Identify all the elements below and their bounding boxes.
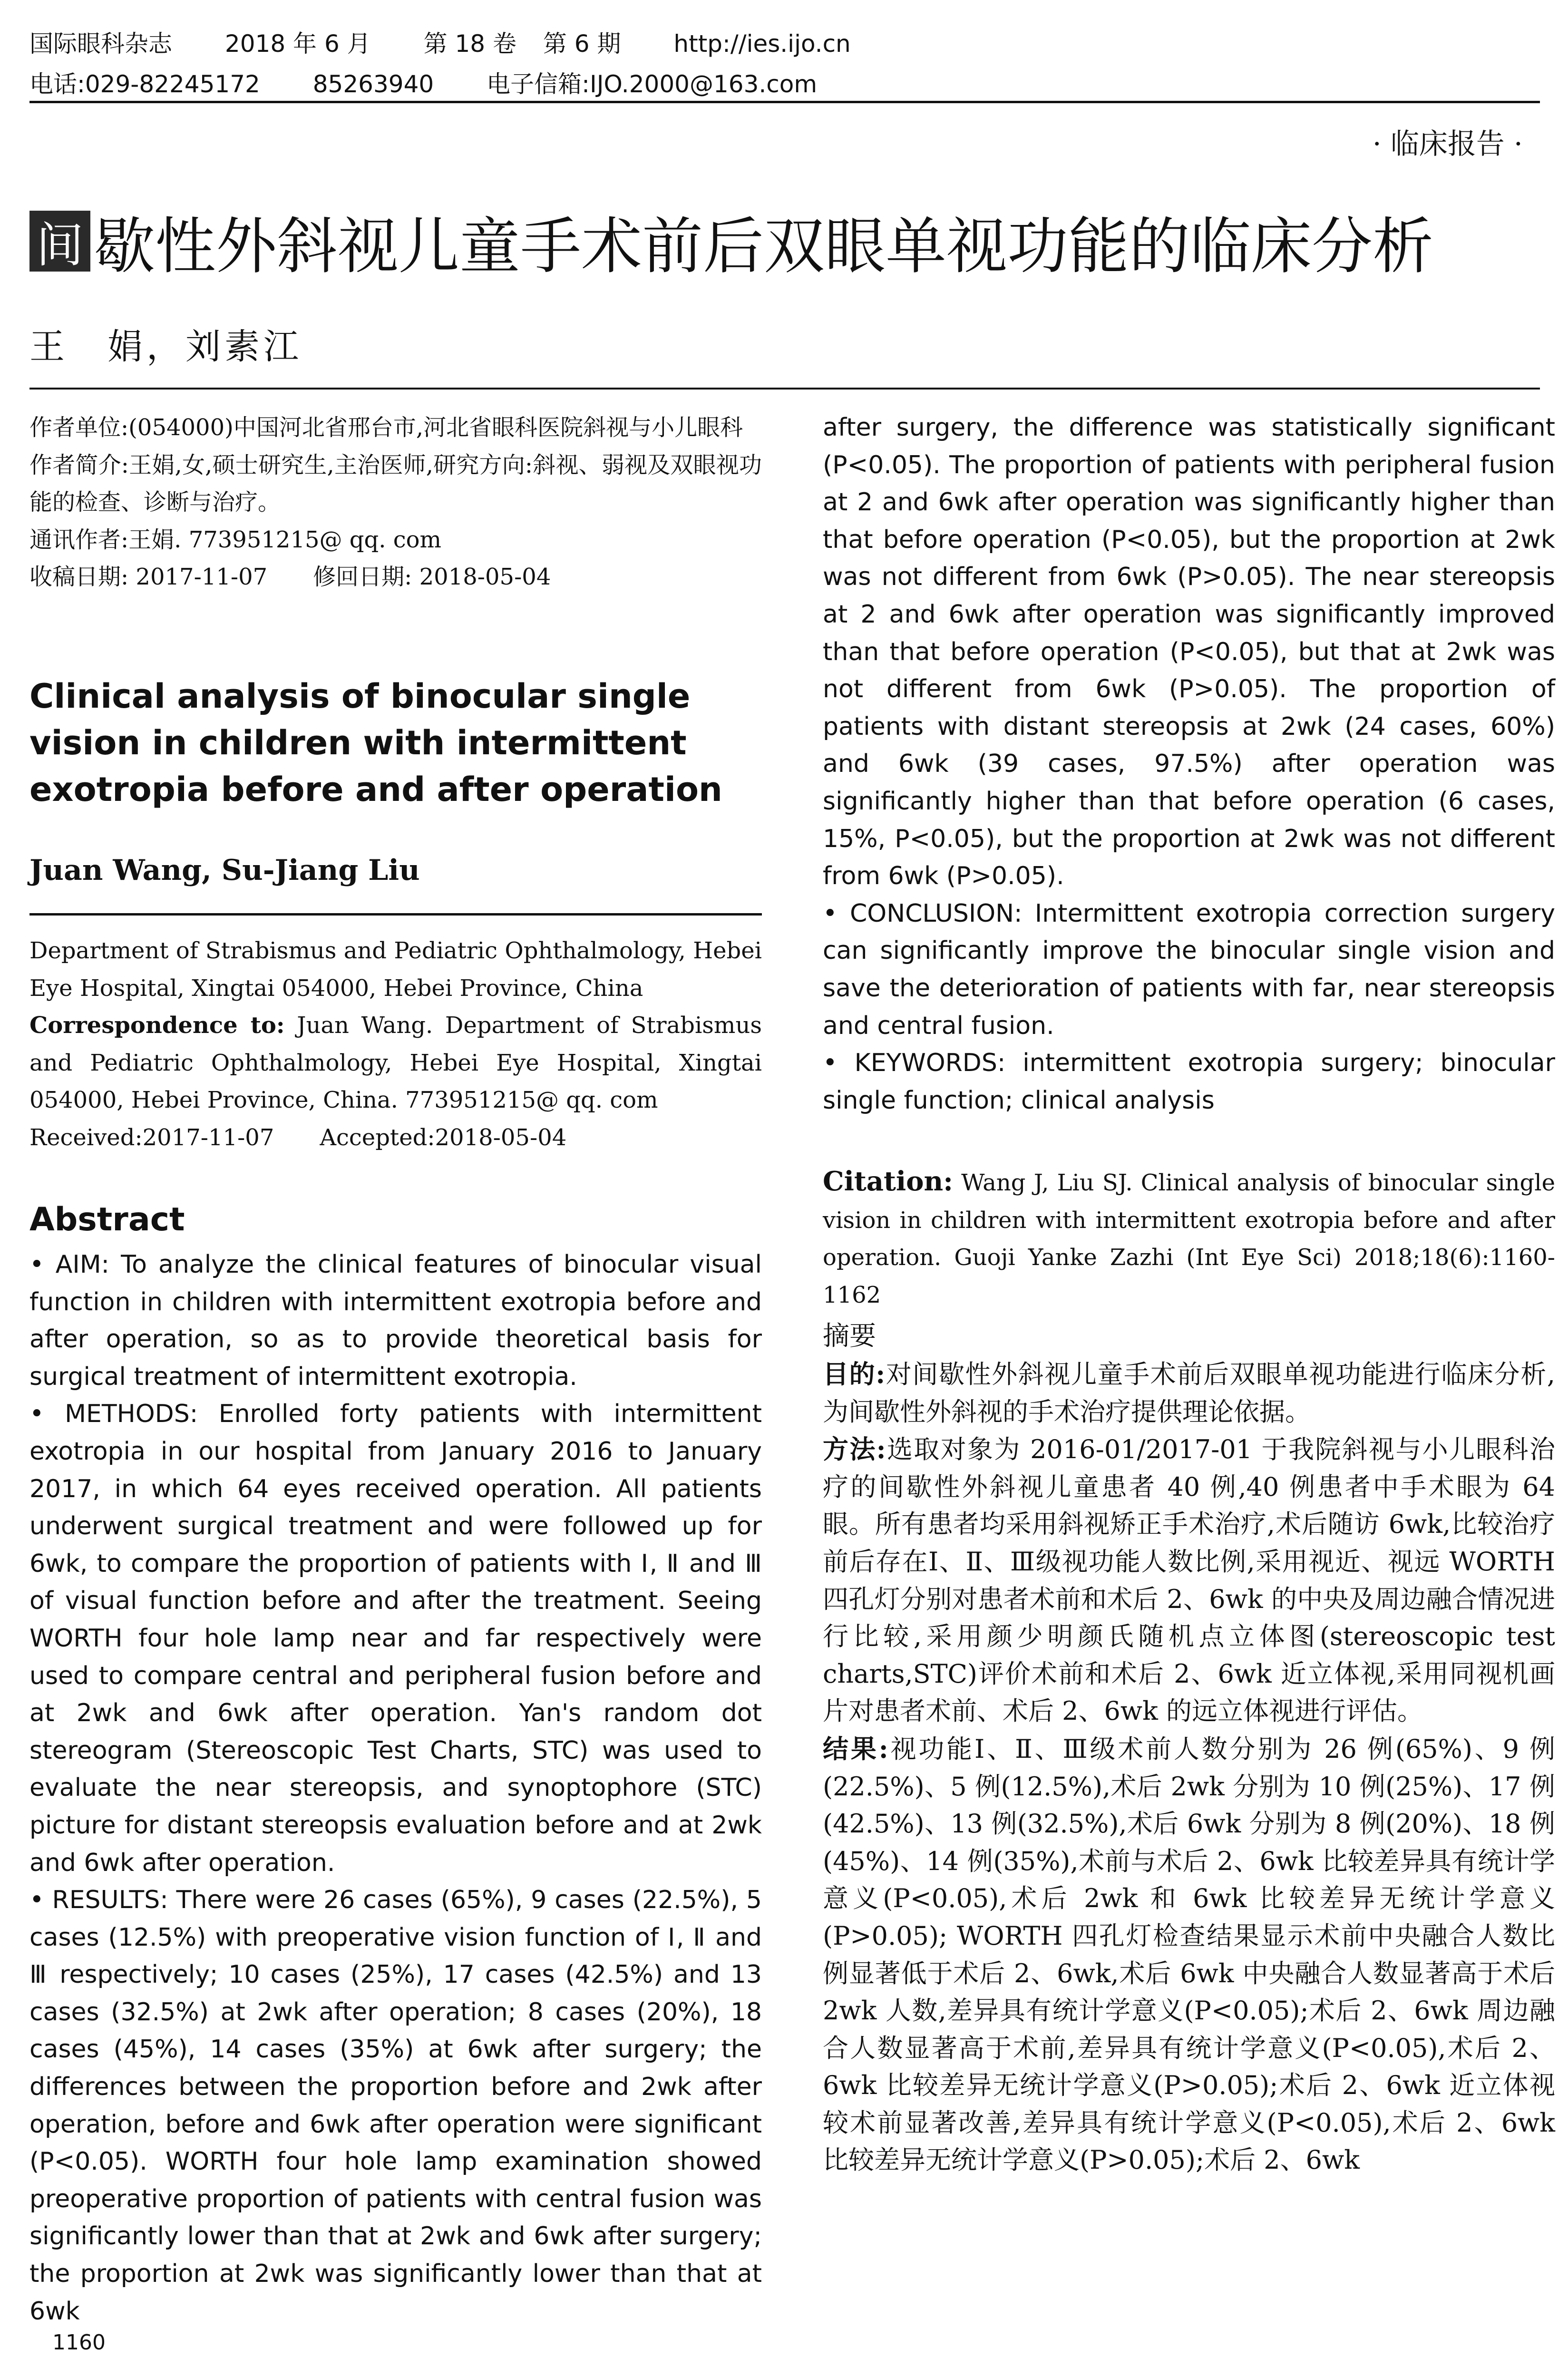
abstract-continued: [823, 409, 1555, 1119]
english-affiliation-block: [29, 932, 762, 1157]
citation-label: Citation:: [823, 1166, 953, 1197]
correspondence: [29, 1007, 762, 1119]
citation: [823, 1163, 1555, 1314]
english-rule: [29, 913, 762, 916]
issue-date: 2018 年 6 月: [224, 30, 371, 58]
running-header-line2: [29, 65, 862, 99]
abstract-results-cont: after surgery, the difference was statistically significant (P<0.05). The proportion of patients with peripheral fusion at 2 and 6wk after operation was significantly higher than that before operation (P<0.05), but the proportion at 2wk was not different from 6wk (P>0.05). The near stereopsis at 2 and 6wk after operation was significantly improved than that before operation (P<0.05), but that at 2wk was not different from 6wk (P>0.05). The proportion of patients with distant stereopsis at 2wk (24 cases, 60%) and 6wk (39 cases, 97.5%) after operation was significantly higher than that before operation (6 cases, 15%, P<0.05), but the proportion at 2wk was not different from 6wk (P>0.05).: [823, 413, 1555, 891]
abstract-methods: • METHODS: Enrolled forty patients with intermittent exotropia in our hospital from January 2016 to January 2017, in which 64 eyes received operation. All patients underwent surgical treatment and were followed up for 6wk, to compare the proportion of patients with Ⅰ, Ⅱ and Ⅲ of visual function before and after the treatment. Seeing WORTH four hole lamp near and far respectively were used to compare central and peripheral fusion before and at 2wk and 6wk after operation. Yan's random dot stereogram (Stereoscopic Test Charts, STC) was used to evaluate the near stereopsis, and synoptophore (STC) picture for distant stereopsis evaluation before and at 2wk and 6wk after operation.: [29, 1400, 762, 1877]
journal-name: 国际眼科杂志: [29, 30, 172, 58]
english-affiliation: Department of Strabismus and Pediatric Ophthalmology, Hebei Eye Hospital, Xingtai 054000, Hebei Province, China: [29, 937, 762, 1002]
email[interactable]: 电子信箱:IJO.2000@163.com: [487, 70, 818, 98]
abstract-conclusion: • CONCLUSION: Intermittent exotropia correction surgery can significantly improve the binocular single vision and save the deterioration of patients with far, near stereopsis and central fusion.: [823, 899, 1555, 1040]
abstract-body: [29, 1246, 762, 2330]
phone2: 85263940: [312, 70, 434, 98]
zh-results: 视功能Ⅰ、Ⅱ、Ⅲ级术前人数分别为 26 例(65%)、9 例(22.5%)、5 例(12.5%),术后 2wk 分别为 10 例(25%)、17 例(42.5%)、13 例(32.5%),术后 6wk 分别为 8 例(20%)、18 例(45%)、14 例(35%),术前与术后 2、6wk 比较差异具有统计学意义(P<0.05),术后 2wk 和 6wk 比较差异无统计学意义(P>0.05); WORTH 四孔灯检查结果显示术前中央融合人数比例显著低于术后 2、6wk,术后 6wk 中央融合人数显著高于术后 2wk 人数,差异具有统计学意义(P<0.05);术后 2、6wk 周边融合人数显著高于术前,差异具有统计学意义(P<0.05),术后 2、6wk 比较差异无统计学意义(P>0.05);术后 2、6wk 近立体视较术前显著改善,差异具有统计学意义(P<0.05),术后 2、6wk 比较差异无统计学意义(P>0.05);术后 2、6wk: [823, 1734, 1555, 2175]
chinese-abstract-heading: 摘要: [823, 1321, 876, 1352]
affiliation-cn: 作者单位:(054000)中国河北省邢台市,河北省眼科医院斜视与小儿眼科: [29, 414, 743, 441]
title-text: 歇性外斜视儿童手术前后双眼单视功能的临床分析: [94, 211, 1434, 282]
correspondence-text: Juan Wang. Department of Strabismus and Pediatric Ophthalmology, Hebei Eye Hospital, Xingtai 054000, Hebei Province, China. 773951215@ qq. com: [29, 1012, 762, 1114]
zh-aim: 对间歇性外斜视儿童手术前后双眼单视功能进行临床分析,为间歇性外斜视的手术治疗提供理论依据。: [823, 1359, 1555, 1427]
correspondence-label: Correspondence to:: [29, 1012, 285, 1039]
section-tag: · 临床报告 ·: [1372, 127, 1523, 161]
author-info-cn: [29, 409, 762, 596]
citation-text: Wang J, Liu SJ. Clinical analysis of binocular single vision in children with intermittent exotropia before and after operation. Guoji Yanke Zazhi (Int Eye Sci) 2018;18(6):1160-1162: [823, 1169, 1555, 1308]
authors-cn: 王 娟，刘素江: [29, 326, 302, 367]
header-rule: [29, 101, 1540, 103]
author-bio-cn: 作者简介:王娟,女,硕士研究生,主治医师,研究方向:斜视、弱视及双眼视功能的检查、诊断与治疗。: [29, 451, 762, 516]
zh-aim-label: 目的:: [823, 1359, 886, 1389]
running-header-line1: [29, 25, 896, 59]
page-number: 1160: [52, 2330, 106, 2355]
volume: 第 18 卷: [423, 30, 516, 58]
dates-cn: 收稿日期: 2017-11-07 修回日期: 2018-05-04: [29, 564, 551, 591]
issue-number: 第 6 期: [543, 30, 621, 58]
abstract-results: • RESULTS: There were 26 cases (65%), 9 cases (22.5%), 5 cases (12.5%) with preoperative vision function of Ⅰ, Ⅱ and Ⅲ respectively; 10 cases (25%), 17 cases (42.5%) and 13 cases (32.5%) at 2wk after operation; 8 cases (20%), 18 cases (45%), 14 cases (35%) at 6wk after surgery; the differences between the proportion before and 2wk after operation, before and 6wk after operation were significant (P<0.05). WORTH four hole lamp examination showed preoperative proportion of patients with central fusion was significantly lower than that at 2wk and 6wk after surgery; the proportion at 2wk was significantly lower than that at 6wk: [29, 1886, 762, 2326]
journal-url[interactable]: http://ies.ijo.cn: [673, 30, 851, 58]
phone: 电话:029-82245172: [29, 70, 260, 98]
received-accepted: Received:2017-11-07 Accepted:2018-05-04: [29, 1124, 567, 1151]
title-rule: [29, 388, 1540, 390]
english-title: Clinical analysis of binocular single vision in children with intermittent exotropia before and after operation: [29, 677, 722, 809]
title-first-char-icon: 间: [29, 211, 90, 272]
english-authors: Juan Wang, Su-Jiang Liu: [29, 854, 420, 887]
zh-results-label: 结果:: [823, 1733, 888, 1764]
chinese-abstract: [823, 1355, 1555, 2179]
corresponding-cn: 通讯作者:王娟. 773951215@ qq. com: [29, 526, 442, 553]
abstract-heading: Abstract: [29, 1201, 185, 1238]
article-title: [29, 197, 1433, 285]
zh-methods: 选取对象为 2016-01/2017-01 于我院斜视与小儿眼科治疗的间歇性外斜视儿童患者 40 例,40 例患者中手术眼为 64 眼。所有患者均采用斜视矫正手术治疗,术后随访 6wk,比较治疗前后存在Ⅰ、Ⅱ、Ⅲ级视功能人数比例,采用视近、视远 WORTH 四孔灯分别对患者术前和术后 2、6wk 的中央及周边融合情况进行比较,采用颜少明颜氏随机点立体图(stereoscopic test charts,STC)评价术前和术后 2、6wk 近立体视,采用同视机画片对患者术前、术后 2、6wk 的远立体视进行评估。: [823, 1434, 1556, 1726]
zh-methods-label: 方法:: [823, 1434, 886, 1465]
abstract-aim: • AIM: To analyze the clinical features of binocular visual function in children with intermittent exotropia before and after operation, so as to provide theoretical basis for surgical treatment of intermittent exotropia.: [29, 1250, 762, 1391]
abstract-keywords: • KEYWORDS: intermittent exotropia surgery; binocular single function; clinical analysis: [823, 1049, 1555, 1115]
